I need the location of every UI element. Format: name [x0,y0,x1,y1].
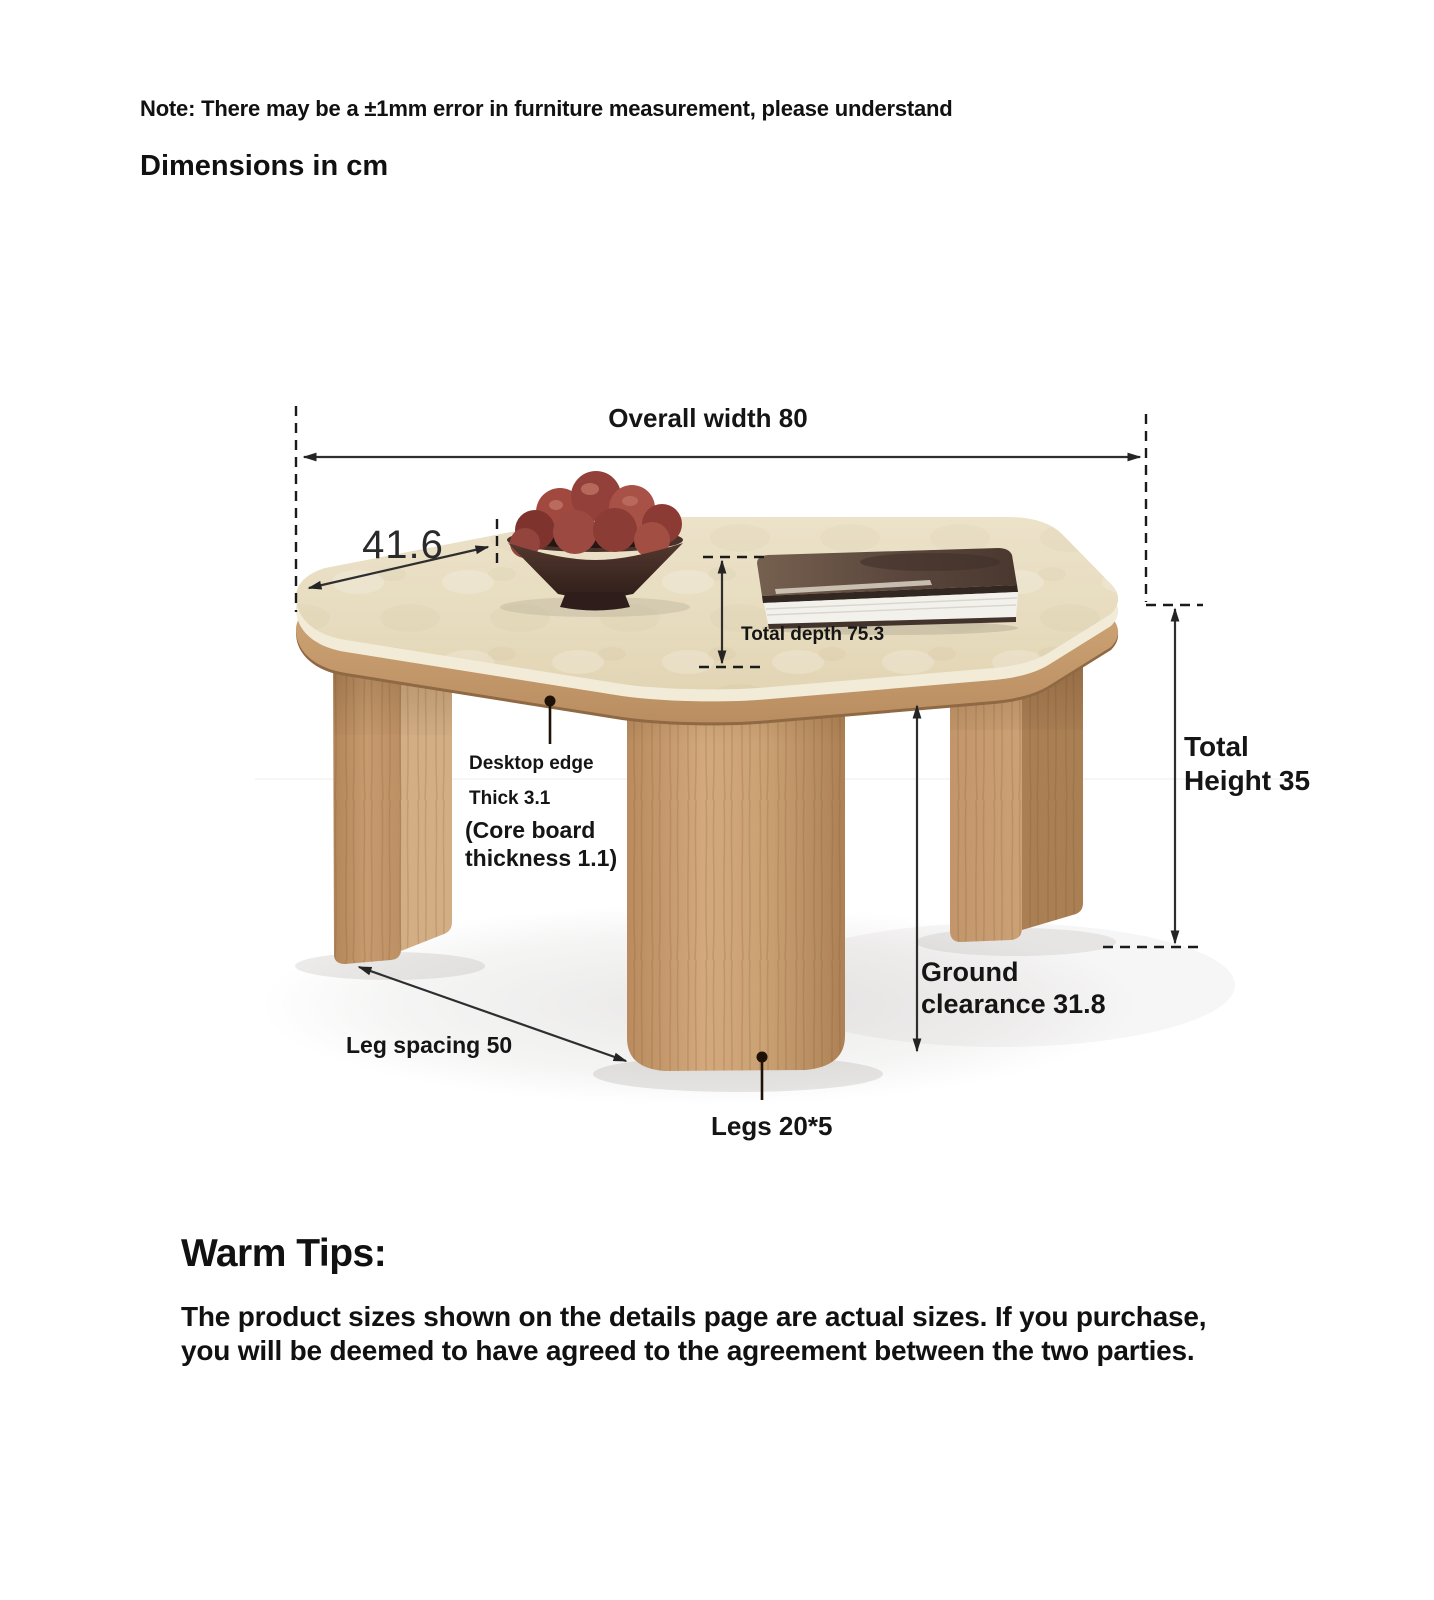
desktop-edge-label-line3: (Core board [465,817,596,843]
total-height-label-line1: Total [1184,731,1249,762]
label-desktop-edge [465,696,617,872]
corner-width-label: 41.6 [362,523,444,567]
legs-label: Legs 20*5 [711,1111,833,1141]
warm-tips-heading: Warm Tips: [181,1232,387,1275]
book [757,548,1018,635]
total-depth-label: Total depth 75.3 [741,624,885,645]
dim-total-height [1103,605,1310,947]
total-height-label-line2: Height 35 [1184,765,1311,796]
table-leg-center [627,679,845,1071]
dimensions-units-label: Dimensions in cm [140,150,389,182]
overall-width-label: Overall width 80 [608,403,808,433]
leg-spacing-label: Leg spacing 50 [346,1032,513,1058]
ground-clearance-label-line2: clearance 31.8 [921,989,1106,1019]
ground-clearance-label-line1: Ground [921,957,1019,987]
desktop-edge-label-line4: thickness 1.1) [465,845,618,871]
desktop-edge-label-line2: Thick 3.1 [469,788,551,809]
desktop-edge-label-line1: Desktop edge [469,753,594,774]
note-text: Note: There may be a ±1mm error in furniture measurement, please understand [140,96,953,121]
warm-tips-body: The product sizes shown on the details page are actual sizes. If you purchase, you will be deemed to have agreed to the agreement between the two parties. [181,1301,1207,1366]
table-leg-left [333,656,452,964]
